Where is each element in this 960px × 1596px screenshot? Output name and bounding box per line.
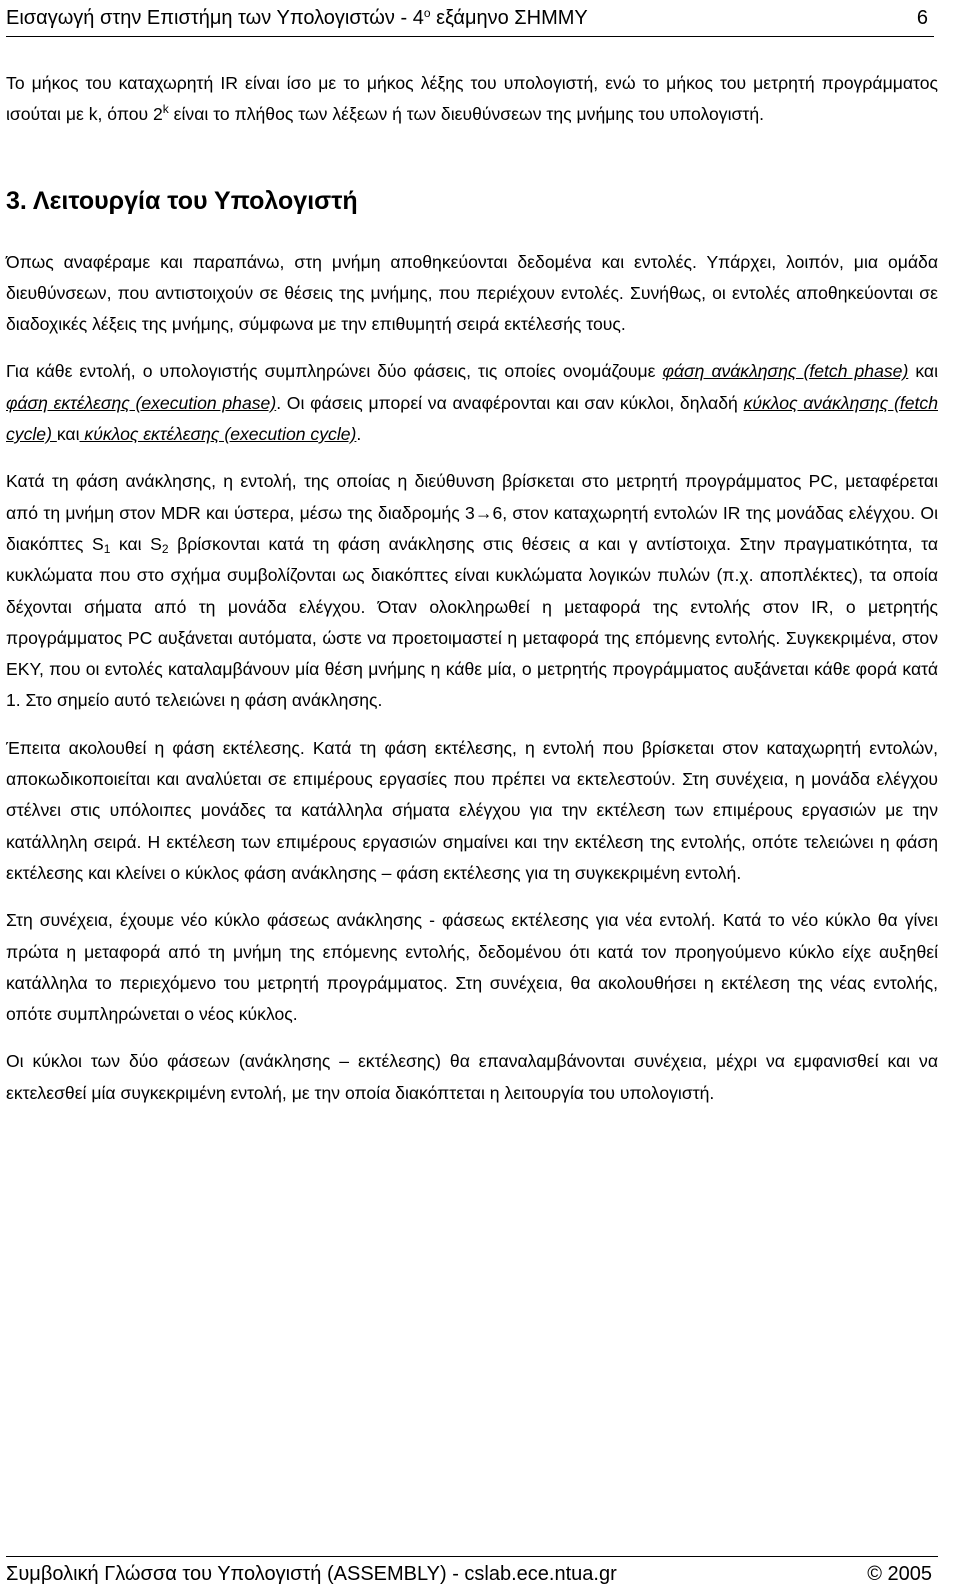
page-footer [6, 1556, 938, 1593]
paragraph-phases: Για κάθε εντολή, ο υπολογιστής συμπληρώνει δύο φάσεις, τις οποίες ονομάζουμε φάση ανάκλησης (fetch phase) και φάση εκτέλεσης (execution phase). Οι φάσεις μπορεί να αναφέρονται και σαν κύκλοι, δηλαδή κύκλος ανάκλησης (fetch cycle) και κύκλος εκτέλεσης (execution cycle). [6, 361, 938, 445]
document-body [6, 68, 938, 1125]
paragraph-register-length: Το μήκος του καταχωρητή IR είναι ίσο με το μήκος λέξης του υπολογιστή, ενώ το μήκος του μετρητή προγράμματος ισούται με k, όπου 2$^k$ είναι το πλήθος των λέξεων ή των διευθύνσεων της μνήμης του υπολογιστή. [6, 73, 938, 125]
paragraph-repeat-cycles: Οι κύκλοι των δύο φάσεων (ανάκλησης – εκτέλεσης) θα επαναλαμβάνονται συνέχεια, μέχρι να εμφανισθεί και να εκτελεσθεί μία συγκεκριμένη εντολή, με την οποία διακόπτεται η λειτουργία του υπολογιστή. [6, 1051, 938, 1103]
footer-course-title: Συμβολική Γλώσσα του Υπολογιστή (ASSEMBLY) - cslab.ece.ntua.gr [6, 1563, 617, 1585]
paragraph-execution-phase: Έπειτα ακολουθεί η φάση εκτέλεσης. Κατά τη φάση εκτέλεσης, η εντολή που βρίσκεται στον καταχωρητή εντολών, αποκωδικοποιείται και αναλύεται σε επιμέρους εργασίες που πρέπει να εκτελεστούν. Στη συνέχεια, η μονάδα ελέγχου στέλνει στις υπόλοιπες μονάδες τα κατάλληλα σήματα ελέγχου για την εκτέλεση των επιμέρους εργασιών με την κατάλληλη σειρά. Η εκτέλεση των επιμέρους εργασιών σημαίνει και την εκτέλεση της εντολής, οπότε τελειώνει η φάση εκτέλεσης και κλείνει ο κύκλος φάση ανάκλησης – φάση εκτέλεσης για τη συγκεκριμένη εντολή. [6, 737, 938, 883]
page-number: 6 [916, 7, 928, 29]
term-fetch-phase: φάση ανάκλησης (fetch phase) [662, 361, 909, 382]
footer-copyright: © 2005 [867, 1557, 932, 1591]
term-fetch-cycle: κύκλος ανάκλησης (fetch cycle) [6, 392, 938, 445]
paragraph-memory-instructions: Όπως αναφέραμε και παραπάνω, στη μνήμη αποθηκεύονται δεδομένα και εντολές. Υπάρχει, λοιπόν, μια ομάδα διευθύνσεων, που αντιστοιχούν σε θέσεις της μνήμης, που περιέχουν εντολές. Συνήθως, οι εντολές αποθηκεύονται σε διαδοχικές λέξεις της μνήμης, σύμφωνα με την επιθυμητή σειρά εκτέλεσής τους. [6, 251, 938, 335]
copyright-icon: © [867, 1563, 882, 1585]
term-execution-cycle: κύκλος εκτέλεσης (execution cycle) [79, 424, 357, 445]
section-heading: 3. Λειτουργία του Υπολογιστή [6, 186, 358, 215]
page-header [6, 2, 934, 37]
arrow-right-icon: → [474, 502, 493, 523]
term-execution-phase: φάση εκτέλεσης (execution phase) [6, 392, 277, 413]
paragraph-fetch-phase: Κατά τη φάση ανάκλησης, η εντολή, της οποίας η διεύθυνση βρίσκεται στο μετρητή προγράμματος PC, μεταφέρεται από τη μνήμη στον MDR και ύστερα, μέσω της διαδρομής 3→6, στον καταχωρητή εντολών IR της μονάδας ελέγχου. Οι διακόπτες $S_1$ και $S_2$ βρίσκονται κατά τη φάση ανάκλησης στις θέσεις α και γ αντίστοιχα. Στην πραγματικότητα, τα κυκλώματα που στο σχήμα συμβολίζονται ως διακόπτες είναι κυκλώματα λογικών πυλών (π.χ. αποπλέκτες), τα οποία δέχονται σήματα από τη μονάδα ελέγχου. Όταν ολοκληρωθεί η μεταφορά της εντολής στον IR, ο μετρητής προγράμματος PC αυξάνεται αυτόματα, ώστε να προετοιμαστεί η μεταφορά της επόμενης εντολής. Συγκεκριμένα, στον ΕΚΥ, που οι εντολές καταλαμβάνουν μία θέση μνήμης η κάθε μία, ο μετρητής προγράμματος αυξάνεται κάθε φορά κατά 1. Στο σημείο αυτό τελειώνει η φάση ανάκλησης. [6, 471, 939, 711]
paragraph-new-cycle: Στη συνέχεια, έχουμε νέο κύκλο φάσεως ανάκλησης - φάσεως εκτέλεσης για νέα εντολή. Κατά το νέο κύκλο θα γίνει πρώτα η μεταφορά από τη μνήμη της επόμενης εντολής, δεδομένου ότι κατά τον προηγούμενο κύκλο είχε αυξηθεί κατάλληλα το περιεχόμενο του μετρητή προγράμματος. Στη συνέχεια, θα ακολουθήσει η εκτέλεση της νέας εντολής, οπότε συμπληρώνεται ο νέος κύκλος. [6, 910, 938, 1025]
header-title: Εισαγωγή στην Επιστήμη των Υπολογιστών - $4^o$ εξάμηνο ΣΗΜΜΥ [6, 6, 588, 29]
